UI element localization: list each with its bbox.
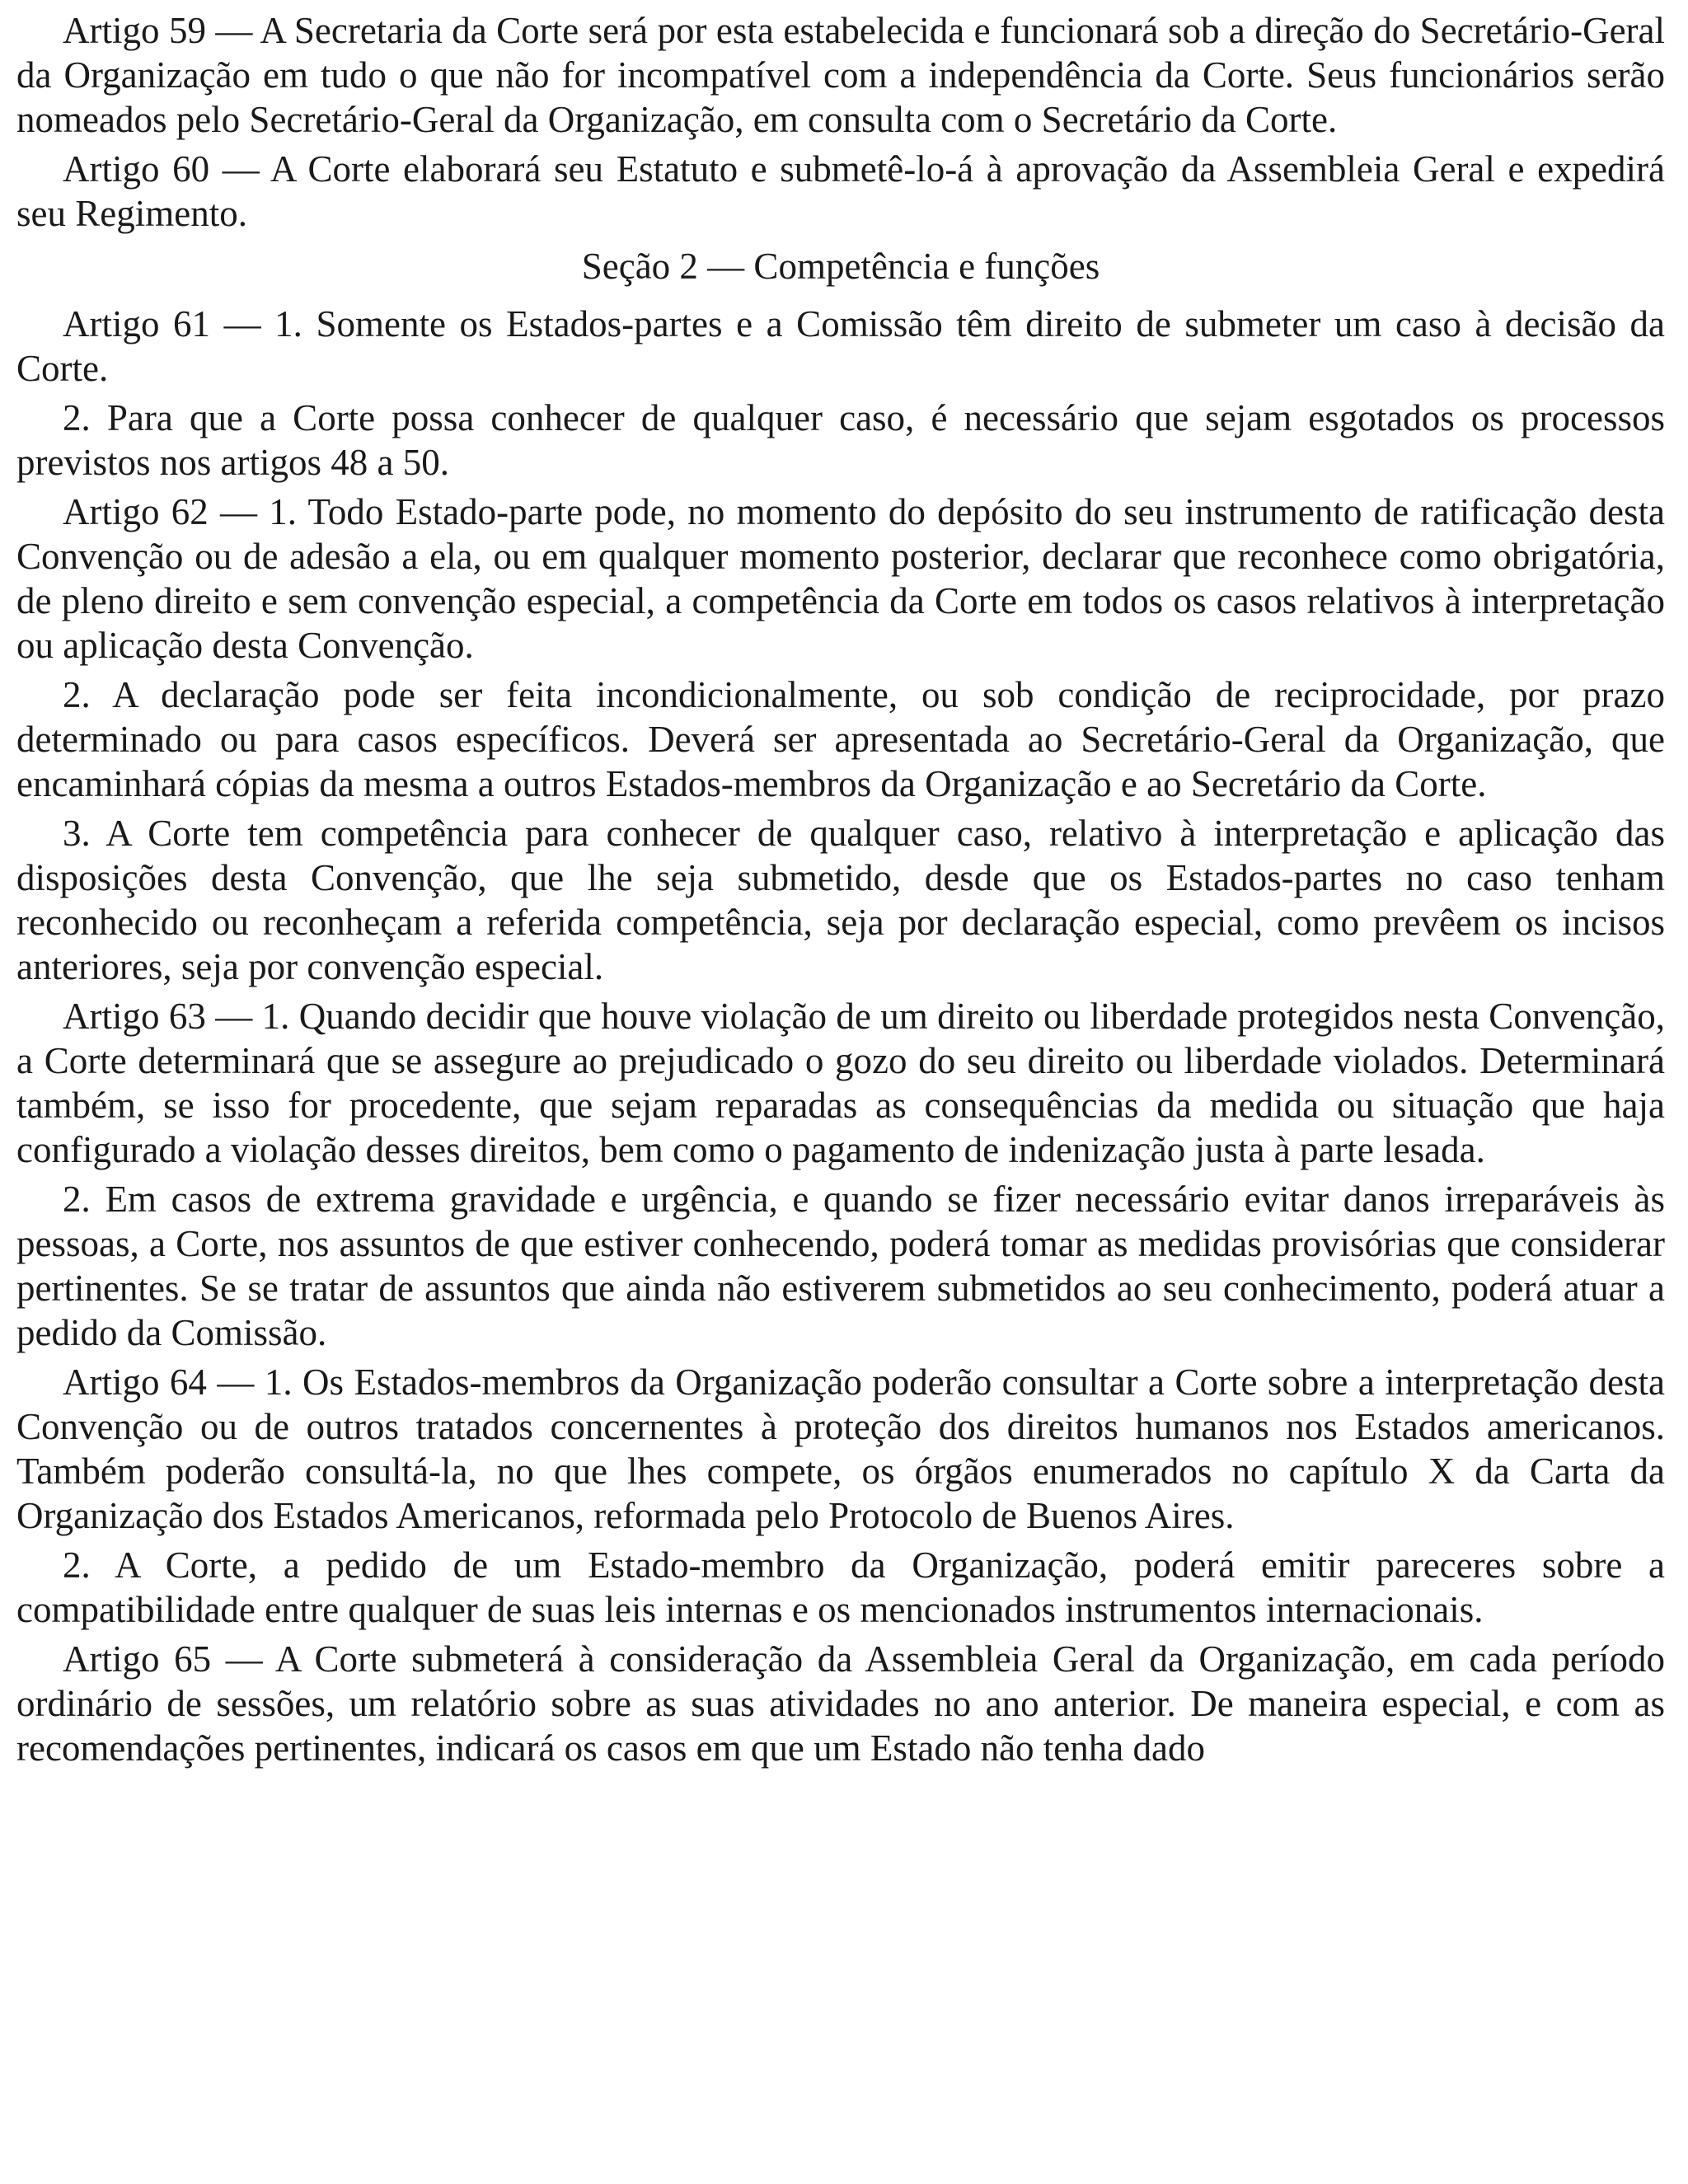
paragraph-artigo-63-2: 2. Em casos de extrema gravidade e urgência, e quando se fizer necessário evitar danos irreparáveis às pessoas, a Corte, nos assuntos de que estiver conhecendo, poderá tomar as medidas provisórias que considerar pertinentes. Se se tratar de assuntos que ainda não estiverem submetidos ao seu conhecimento, poderá atuar a pedido da Comissão. xyxy=(16,1179,1665,1353)
paragraph-artigo-62-2: 2. A declaração pode ser feita incondicionalmente, ou sob condição de reciprocidade, por prazo determinado ou para casos específicos. Deverá ser apresentada ao Secretário-Geral da Organização, que encaminhará cópias da mesma a outros Estados-membros da Organização e ao Secretário da Corte. xyxy=(16,674,1665,804)
paragraph-artigo-63-1: Artigo 63 — 1. Quando decidir que houve violação de um direito ou liberdade protegidos nesta Convenção, a Corte determinará que se assegure ao prejudicado o gozo do seu direito ou liberdade violados. Determinará também, se isso for procedente, que sejam reparadas as consequências da medida ou situação que haja configurado a violação desses direitos, bem como o pagamento de indenização justa à parte lesada. xyxy=(16,996,1665,1170)
paragraph-artigo-61-2: 2. Para que a Corte possa conhecer de qualquer caso, é necessário que sejam esgotados os processos previstos nos artigos 48 a 50. xyxy=(16,397,1665,483)
paragraph-artigo-65: Artigo 65 — A Corte submeterá à consideração da Assembleia Geral da Organização, em cada período ordinário de sessões, um relatório sobre as suas atividades no ano anterior. De maneira especial, e com as recomendações pertinentes, indicará os casos em que um Estado não tenha dado xyxy=(16,1638,1665,1769)
paragraph-artigo-60: Artigo 60 — A Corte elaborará seu Estatuto e submetê-lo-á à aprovação da Assembleia Geral e expedirá seu Regimento. xyxy=(16,148,1665,234)
paragraph-artigo-62-1: Artigo 62 — 1. Todo Estado-parte pode, no momento do depósito do seu instrumento de ratificação desta Convenção ou de adesão a ela, ou em qualquer momento posterior, declarar que reconhece como obrigatória, de pleno direito e sem convenção especial, a competência da Corte em todos os casos relativos à interpretação ou aplicação desta Convenção. xyxy=(16,491,1665,666)
paragraph-artigo-59: Artigo 59 — A Secretaria da Corte será por esta estabelecida e funcionará sob a direção do Secretário-Geral da Organização em tudo o que não for incompatível com a independência da Corte. Seus funcionários serão nomeados pelo Secretário-Geral da Organização, em consulta com o Secretário da Corte. xyxy=(16,10,1665,140)
paragraph-artigo-61-1: Artigo 61 — 1. Somente os Estados-partes e a Comissão têm direito de submeter um caso à decisão da Corte. xyxy=(16,303,1665,389)
paragraph-artigo-64-2: 2. A Corte, a pedido de um Estado-membro da Organização, poderá emitir pareceres sobre a compatibilidade entre qualquer de suas leis internas e os mencionados instrumentos internacionais. xyxy=(16,1544,1665,1630)
section-heading: Seção 2 — Competência e funções xyxy=(581,246,1100,287)
document-page xyxy=(16,8,1665,1775)
paragraph-artigo-64-1: Artigo 64 — 1. Os Estados-membros da Organização poderão consultar a Corte sobre a interpretação desta Convenção ou de outros tratados concernentes à proteção dos direitos humanos nos Estados americanos. Também poderão consultá-la, no que lhes compete, os órgãos enumerados no capítulo X da Carta da Organização dos Estados Americanos, reformada pelo Protocolo de Buenos Aires. xyxy=(16,1361,1665,1536)
paragraph-artigo-62-3: 3. A Corte tem competência para conhecer de qualquer caso, relativo à interpretação e aplicação das disposições desta Convenção, que lhe seja submetido, desde que os Estados-partes no caso tenham reconhecido ou reconheçam a referida competência, seja por declaração especial, como prevêem os incisos anteriores, seja por convenção especial. xyxy=(16,813,1665,987)
